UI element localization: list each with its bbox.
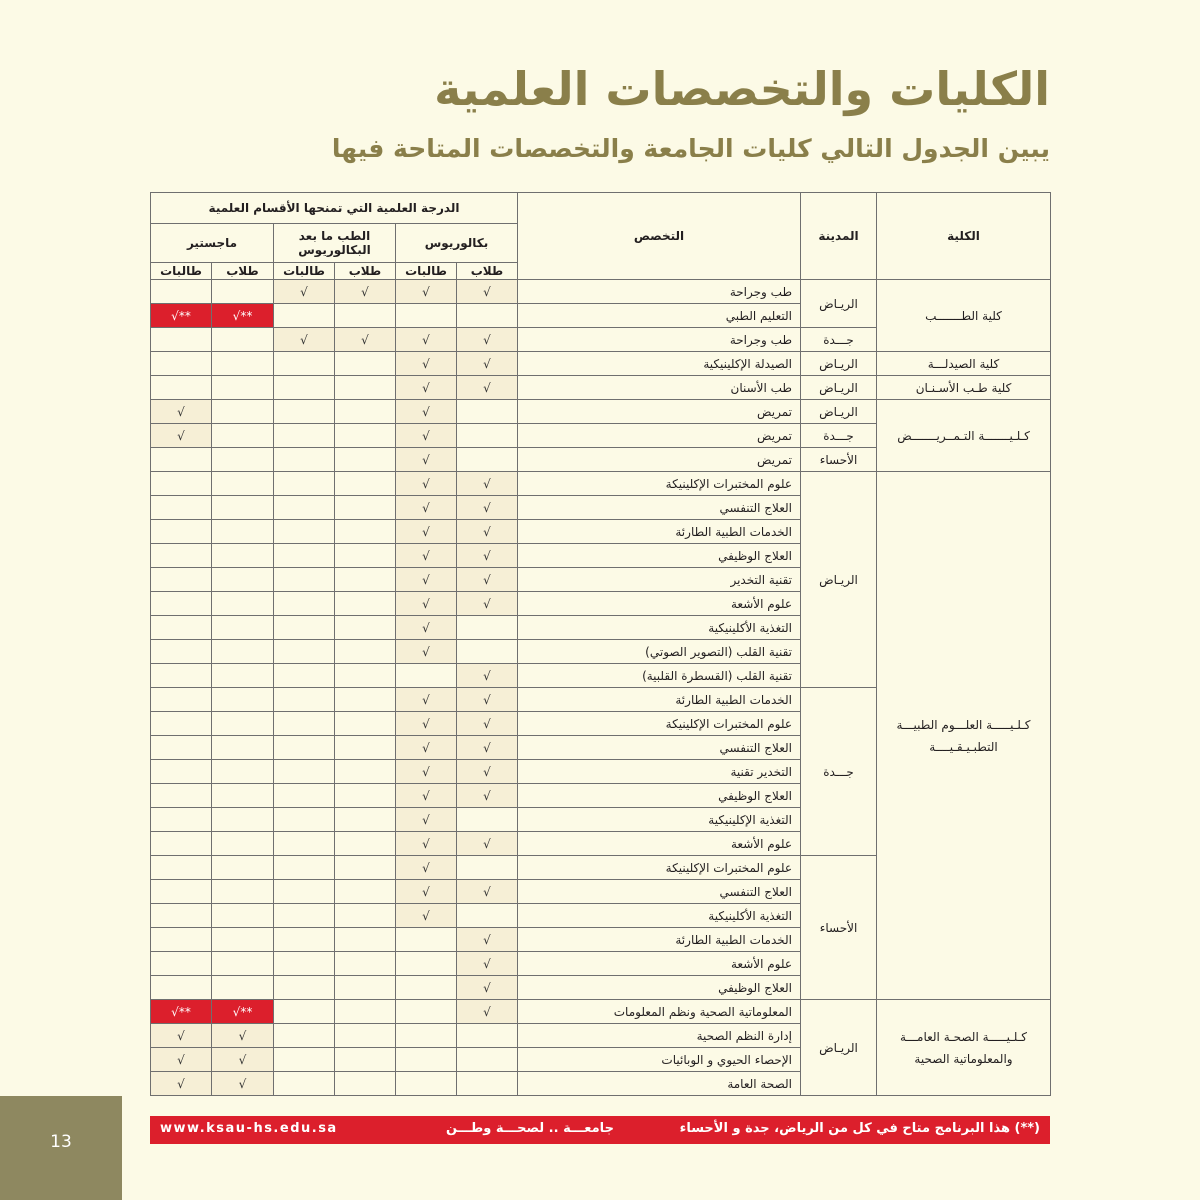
footer-note: (**) هذا البرنامج متاح في كل من الرياض، جدة و الأحساء bbox=[679, 1121, 1040, 1136]
degree-mark-cell bbox=[151, 640, 212, 664]
specialty-cell: العلاج التنفسي bbox=[518, 736, 801, 760]
degree-mark-cell bbox=[335, 448, 396, 472]
degree-mark-cell: √ bbox=[457, 688, 518, 712]
degree-mark-cell: √ bbox=[274, 328, 335, 352]
degree-mark-cell bbox=[212, 784, 274, 808]
degree-mark-cell bbox=[212, 688, 274, 712]
degree-mark-cell bbox=[151, 760, 212, 784]
specialty-cell: العلاج الوظيفي bbox=[518, 544, 801, 568]
degree-mark-cell bbox=[151, 952, 212, 976]
degree-mark-cell: √ bbox=[396, 616, 457, 640]
specialty-cell: تقنية القلب (القسطرة القلبية) bbox=[518, 664, 801, 688]
degree-mark-cell bbox=[274, 592, 335, 616]
degree-mark-cell: √ bbox=[457, 352, 518, 376]
degree-mark-cell bbox=[274, 352, 335, 376]
degree-mark-cell: √ bbox=[457, 832, 518, 856]
degree-mark-cell bbox=[151, 496, 212, 520]
degree-mark-cell bbox=[274, 304, 335, 328]
degree-mark-cell bbox=[335, 760, 396, 784]
degree-mark-cell bbox=[212, 520, 274, 544]
specialty-cell: تمريض bbox=[518, 424, 801, 448]
city-cell: الريـاض bbox=[801, 472, 877, 688]
specialty-cell: علوم المختبرات الإكلينيكة bbox=[518, 712, 801, 736]
degree-mark-cell: **√ bbox=[151, 1000, 212, 1024]
degree-mark-cell bbox=[457, 400, 518, 424]
degree-mark-cell bbox=[335, 424, 396, 448]
degree-mark-cell: √ bbox=[151, 1048, 212, 1072]
degree-mark-cell bbox=[335, 304, 396, 328]
header-specialty: التخصص bbox=[518, 193, 801, 280]
degree-mark-cell bbox=[457, 616, 518, 640]
degree-mark-cell bbox=[335, 1024, 396, 1048]
degree-mark-cell bbox=[212, 472, 274, 496]
specialty-cell: علوم المختبرات الإكلينيكة bbox=[518, 472, 801, 496]
table-row bbox=[151, 400, 1051, 424]
degree-mark-cell bbox=[335, 640, 396, 664]
degree-mark-cell bbox=[274, 856, 335, 880]
degree-mark-cell bbox=[274, 784, 335, 808]
degree-mark-cell bbox=[212, 376, 274, 400]
degree-mark-cell bbox=[274, 952, 335, 976]
city-cell: الأحساء bbox=[801, 856, 877, 1000]
degree-mark-cell: √ bbox=[457, 280, 518, 304]
header-male: طلاب bbox=[212, 263, 274, 280]
degree-mark-cell bbox=[274, 1048, 335, 1072]
degree-mark-cell bbox=[274, 688, 335, 712]
degree-mark-cell bbox=[274, 376, 335, 400]
specialty-cell: التغذية الأكلينيكية bbox=[518, 616, 801, 640]
header-college: الكلية bbox=[877, 193, 1051, 280]
degree-mark-cell bbox=[335, 784, 396, 808]
city-cell: الريـاض bbox=[801, 280, 877, 328]
degree-mark-cell bbox=[274, 448, 335, 472]
header-male: طلاب bbox=[457, 263, 518, 280]
degree-mark-cell bbox=[274, 544, 335, 568]
specialty-cell: طب وجراحة bbox=[518, 328, 801, 352]
degree-mark-cell bbox=[335, 400, 396, 424]
degree-mark-cell bbox=[335, 880, 396, 904]
degree-mark-cell: √ bbox=[396, 424, 457, 448]
degree-mark-cell: √ bbox=[396, 400, 457, 424]
degree-mark-cell: √ bbox=[396, 520, 457, 544]
degree-mark-cell: √ bbox=[396, 760, 457, 784]
degree-mark-cell bbox=[457, 904, 518, 928]
degree-mark-cell: √ bbox=[396, 472, 457, 496]
specialty-cell: علوم المختبرات الإكلينيكة bbox=[518, 856, 801, 880]
degree-mark-cell bbox=[335, 1048, 396, 1072]
table-row bbox=[151, 280, 1051, 304]
degree-mark-cell bbox=[151, 592, 212, 616]
specialty-cell: علوم الأشعة bbox=[518, 952, 801, 976]
degree-mark-cell: √ bbox=[396, 856, 457, 880]
degree-mark-cell: √ bbox=[457, 496, 518, 520]
degree-mark-cell bbox=[335, 976, 396, 1000]
degree-mark-cell bbox=[335, 616, 396, 640]
degree-mark-cell: √ bbox=[396, 328, 457, 352]
degree-mark-cell: √ bbox=[151, 424, 212, 448]
header-male: طلاب bbox=[335, 263, 396, 280]
degree-mark-cell bbox=[274, 472, 335, 496]
degree-mark-cell: √ bbox=[212, 1072, 274, 1096]
specialty-cell: إدارة النظم الصحية bbox=[518, 1024, 801, 1048]
header-bachelor: بكالوريوس bbox=[396, 224, 518, 263]
specialty-cell: تمريض bbox=[518, 448, 801, 472]
specialty-cell: الخدمات الطبية الطارئة bbox=[518, 928, 801, 952]
degree-mark-cell bbox=[151, 712, 212, 736]
specialty-cell: علوم الأشعة bbox=[518, 592, 801, 616]
city-cell: جـــدة bbox=[801, 424, 877, 448]
degree-mark-cell bbox=[335, 952, 396, 976]
degree-mark-cell: √ bbox=[335, 328, 396, 352]
page-title: الكليات والتخصصات العلمية bbox=[434, 62, 1050, 116]
degree-mark-cell: √ bbox=[335, 280, 396, 304]
degree-mark-cell bbox=[212, 928, 274, 952]
degree-mark-cell bbox=[212, 400, 274, 424]
degree-mark-cell bbox=[396, 928, 457, 952]
city-cell: الريـاض bbox=[801, 352, 877, 376]
degree-mark-cell bbox=[212, 616, 274, 640]
degree-mark-cell bbox=[274, 808, 335, 832]
degree-mark-cell bbox=[212, 856, 274, 880]
degree-mark-cell bbox=[274, 424, 335, 448]
degree-mark-cell bbox=[274, 400, 335, 424]
specialty-cell: الصيدلة الإكلينيكية bbox=[518, 352, 801, 376]
degree-mark-cell: √ bbox=[457, 520, 518, 544]
degree-mark-cell: √ bbox=[396, 784, 457, 808]
degree-mark-cell bbox=[274, 520, 335, 544]
degree-mark-cell bbox=[212, 352, 274, 376]
degree-mark-cell: √ bbox=[457, 376, 518, 400]
degree-mark-cell bbox=[212, 424, 274, 448]
degree-mark-cell: √ bbox=[396, 808, 457, 832]
degree-mark-cell bbox=[151, 976, 212, 1000]
degree-mark-cell bbox=[274, 1024, 335, 1048]
header-master: ماجستير bbox=[151, 224, 274, 263]
degree-mark-cell bbox=[274, 904, 335, 928]
specialty-cell: علوم الأشعة bbox=[518, 832, 801, 856]
degree-mark-cell: √ bbox=[457, 952, 518, 976]
degree-mark-cell: √ bbox=[396, 592, 457, 616]
degree-mark-cell bbox=[457, 856, 518, 880]
degree-mark-cell: √ bbox=[457, 544, 518, 568]
specialty-cell: العلاج الوظيفي bbox=[518, 784, 801, 808]
degree-mark-cell bbox=[335, 856, 396, 880]
degree-mark-cell bbox=[212, 808, 274, 832]
table-row bbox=[151, 472, 1051, 496]
degree-mark-cell bbox=[212, 952, 274, 976]
degree-mark-cell: √ bbox=[457, 328, 518, 352]
degree-mark-cell bbox=[335, 544, 396, 568]
degree-mark-cell bbox=[151, 688, 212, 712]
degree-mark-cell: √ bbox=[396, 640, 457, 664]
degree-mark-cell bbox=[396, 1000, 457, 1024]
degree-mark-cell bbox=[335, 592, 396, 616]
colleges-table bbox=[150, 192, 1051, 1096]
degree-mark-cell bbox=[274, 760, 335, 784]
degree-mark-cell: √ bbox=[151, 400, 212, 424]
degree-mark-cell: **√ bbox=[212, 1000, 274, 1024]
degree-mark-cell bbox=[151, 472, 212, 496]
header-female: طالبات bbox=[396, 263, 457, 280]
degree-mark-cell: √ bbox=[457, 1000, 518, 1024]
degree-mark-cell: √ bbox=[457, 880, 518, 904]
city-cell: الأحساء bbox=[801, 448, 877, 472]
degree-mark-cell: √ bbox=[396, 832, 457, 856]
degree-mark-cell bbox=[396, 304, 457, 328]
degree-mark-cell bbox=[274, 568, 335, 592]
college-cell: كلية طـب الأسـنـان bbox=[877, 376, 1051, 400]
city-cell: جـــدة bbox=[801, 688, 877, 856]
degree-mark-cell bbox=[457, 304, 518, 328]
degree-mark-cell bbox=[274, 1000, 335, 1024]
degree-mark-cell bbox=[335, 520, 396, 544]
degree-mark-cell bbox=[335, 712, 396, 736]
degree-mark-cell bbox=[396, 1048, 457, 1072]
degree-mark-cell: √ bbox=[457, 976, 518, 1000]
degree-mark-cell bbox=[335, 736, 396, 760]
degree-mark-cell bbox=[151, 880, 212, 904]
table-row bbox=[151, 376, 1051, 400]
degree-mark-cell bbox=[335, 808, 396, 832]
city-cell: جـــدة bbox=[801, 328, 877, 352]
degree-mark-cell bbox=[151, 664, 212, 688]
degree-mark-cell bbox=[274, 616, 335, 640]
degree-mark-cell: √ bbox=[457, 568, 518, 592]
specialty-cell: الخدمات الطبية الطارئة bbox=[518, 688, 801, 712]
specialty-cell: التغذية الأكلينيكية bbox=[518, 904, 801, 928]
degree-mark-cell bbox=[151, 832, 212, 856]
degree-mark-cell bbox=[212, 760, 274, 784]
degree-mark-cell bbox=[457, 448, 518, 472]
degree-mark-cell bbox=[151, 616, 212, 640]
degree-mark-cell: √ bbox=[396, 376, 457, 400]
footer-bar bbox=[150, 1116, 1050, 1144]
degree-mark-cell bbox=[151, 568, 212, 592]
degree-mark-cell bbox=[212, 976, 274, 1000]
degree-mark-cell bbox=[274, 496, 335, 520]
degree-mark-cell bbox=[457, 1024, 518, 1048]
degree-mark-cell: √ bbox=[396, 448, 457, 472]
degree-mark-cell: √ bbox=[396, 352, 457, 376]
specialty-cell: التعليم الطبي bbox=[518, 304, 801, 328]
header-female: طالبات bbox=[274, 263, 335, 280]
degree-mark-cell: √ bbox=[396, 904, 457, 928]
degree-mark-cell bbox=[151, 376, 212, 400]
degree-mark-cell: √ bbox=[457, 712, 518, 736]
degree-mark-cell: √ bbox=[457, 664, 518, 688]
college-cell: كـلـيـــــة العلـــوم الطبيـــة التطبـيـقـيــــة bbox=[877, 472, 1051, 1000]
degree-mark-cell bbox=[151, 808, 212, 832]
degree-mark-cell: √ bbox=[396, 280, 457, 304]
degree-mark-cell: √ bbox=[457, 472, 518, 496]
degree-mark-cell bbox=[274, 664, 335, 688]
degree-mark-cell bbox=[335, 568, 396, 592]
specialty-cell: العلاج الوظيفي bbox=[518, 976, 801, 1000]
city-cell: الريـاض bbox=[801, 376, 877, 400]
degree-mark-cell bbox=[212, 880, 274, 904]
college-cell: كلية الطـــــــب bbox=[877, 280, 1051, 352]
degree-mark-cell bbox=[212, 592, 274, 616]
degree-mark-cell bbox=[335, 832, 396, 856]
degree-mark-cell bbox=[151, 544, 212, 568]
degree-mark-cell: √ bbox=[396, 712, 457, 736]
degree-mark-cell bbox=[274, 880, 335, 904]
specialty-cell: تقنية القلب (التصوير الصوتي) bbox=[518, 640, 801, 664]
degree-mark-cell: √ bbox=[457, 736, 518, 760]
degree-mark-cell bbox=[335, 472, 396, 496]
degree-mark-cell bbox=[396, 1072, 457, 1096]
degree-mark-cell bbox=[457, 1048, 518, 1072]
degree-mark-cell bbox=[151, 448, 212, 472]
degree-mark-cell bbox=[151, 784, 212, 808]
degree-mark-cell: √ bbox=[396, 544, 457, 568]
specialty-cell: تقنية التخدير bbox=[518, 568, 801, 592]
specialty-cell: الصحة العامة bbox=[518, 1072, 801, 1096]
specialty-cell: العلاج التنفسي bbox=[518, 880, 801, 904]
header-female: طالبات bbox=[151, 263, 212, 280]
degree-mark-cell bbox=[274, 712, 335, 736]
degree-mark-cell bbox=[212, 832, 274, 856]
footer-url: www.ksau-hs.edu.sa bbox=[160, 1121, 338, 1136]
degree-mark-cell bbox=[212, 496, 274, 520]
college-cell: كـلـيـــــة الصحـة العامـــة والمعلوماتية الصحية bbox=[877, 1000, 1051, 1096]
degree-mark-cell: √ bbox=[396, 880, 457, 904]
specialty-cell: العلاج التنفسي bbox=[518, 496, 801, 520]
degree-mark-cell bbox=[335, 352, 396, 376]
degree-mark-cell bbox=[274, 1072, 335, 1096]
degree-mark-cell bbox=[396, 976, 457, 1000]
city-cell: الريـاض bbox=[801, 1000, 877, 1096]
specialty-cell: طب وجراحة bbox=[518, 280, 801, 304]
degree-mark-cell bbox=[335, 904, 396, 928]
degree-mark-cell bbox=[151, 280, 212, 304]
specialty-cell: الخدمات الطبية الطارئة bbox=[518, 520, 801, 544]
degree-mark-cell: √ bbox=[457, 592, 518, 616]
degree-mark-cell bbox=[212, 328, 274, 352]
degree-mark-cell bbox=[274, 976, 335, 1000]
degree-mark-cell: √ bbox=[457, 760, 518, 784]
degree-mark-cell: √ bbox=[212, 1048, 274, 1072]
header-city: المدينة bbox=[801, 193, 877, 280]
degree-mark-cell bbox=[274, 640, 335, 664]
degree-mark-cell bbox=[335, 1000, 396, 1024]
degree-mark-cell bbox=[151, 328, 212, 352]
degree-mark-cell bbox=[335, 688, 396, 712]
degree-mark-cell bbox=[151, 352, 212, 376]
degree-mark-cell bbox=[212, 664, 274, 688]
college-cell: كـلـيـــــــة التـمــريـــــــض bbox=[877, 400, 1051, 472]
degree-mark-cell bbox=[457, 1072, 518, 1096]
degree-mark-cell bbox=[151, 520, 212, 544]
degree-mark-cell bbox=[457, 808, 518, 832]
city-cell: الريـاض bbox=[801, 400, 877, 424]
degree-mark-cell bbox=[274, 832, 335, 856]
degree-mark-cell: √ bbox=[396, 736, 457, 760]
degree-mark-cell bbox=[151, 904, 212, 928]
degree-mark-cell bbox=[457, 424, 518, 448]
degree-mark-cell bbox=[335, 496, 396, 520]
degree-mark-cell: √ bbox=[212, 1024, 274, 1048]
degree-mark-cell: √ bbox=[396, 688, 457, 712]
degree-mark-cell bbox=[212, 736, 274, 760]
degree-mark-cell: √ bbox=[274, 280, 335, 304]
specialty-cell: التخدير تقنية bbox=[518, 760, 801, 784]
degree-mark-cell bbox=[274, 928, 335, 952]
specialty-cell: التغذية الإكلينيكية bbox=[518, 808, 801, 832]
degree-mark-cell bbox=[212, 640, 274, 664]
degree-mark-cell bbox=[151, 928, 212, 952]
degree-mark-cell bbox=[457, 640, 518, 664]
footer-slogan: جامعـــة .. لصحـــة وطـــن bbox=[446, 1121, 614, 1136]
degree-mark-cell bbox=[212, 544, 274, 568]
degree-mark-cell bbox=[335, 664, 396, 688]
degree-mark-cell bbox=[212, 448, 274, 472]
table-row bbox=[151, 1000, 1051, 1024]
degree-mark-cell bbox=[274, 736, 335, 760]
specialty-cell: تمريض bbox=[518, 400, 801, 424]
degree-mark-cell bbox=[212, 568, 274, 592]
degree-mark-cell bbox=[212, 280, 274, 304]
degree-mark-cell bbox=[212, 904, 274, 928]
degree-mark-cell: √ bbox=[396, 496, 457, 520]
specialty-cell: طب الأسنان bbox=[518, 376, 801, 400]
page-subtitle: يبين الجدول التالي كليات الجامعة والتخصصات المتاحة فيها bbox=[331, 134, 1050, 163]
degree-mark-cell bbox=[396, 664, 457, 688]
degree-mark-cell: **√ bbox=[151, 304, 212, 328]
specialty-cell: الإحصاء الحيوي و الوبائيات bbox=[518, 1048, 801, 1072]
header-degree: الدرجة العلمية التي تمنحها الأقسام العلمية bbox=[151, 193, 518, 224]
degree-mark-cell bbox=[212, 712, 274, 736]
college-cell: كلية الصيدلـــة bbox=[877, 352, 1051, 376]
specialty-cell: المعلوماتية الصحية ونظم المعلومات bbox=[518, 1000, 801, 1024]
table-row bbox=[151, 352, 1051, 376]
degree-mark-cell: √ bbox=[457, 784, 518, 808]
degree-mark-cell bbox=[151, 856, 212, 880]
degree-mark-cell bbox=[396, 1024, 457, 1048]
degree-mark-cell bbox=[151, 736, 212, 760]
degree-mark-cell: √ bbox=[151, 1072, 212, 1096]
page-number: 13 bbox=[50, 1132, 72, 1152]
header-post-bachelor: الطب ما بعد البكالوريوس bbox=[274, 224, 396, 263]
degree-mark-cell bbox=[335, 1072, 396, 1096]
degree-mark-cell: √ bbox=[151, 1024, 212, 1048]
degree-mark-cell: √ bbox=[396, 568, 457, 592]
degree-mark-cell bbox=[335, 928, 396, 952]
degree-mark-cell bbox=[396, 952, 457, 976]
degree-mark-cell bbox=[335, 376, 396, 400]
degree-mark-cell: **√ bbox=[212, 304, 274, 328]
degree-mark-cell: √ bbox=[457, 928, 518, 952]
